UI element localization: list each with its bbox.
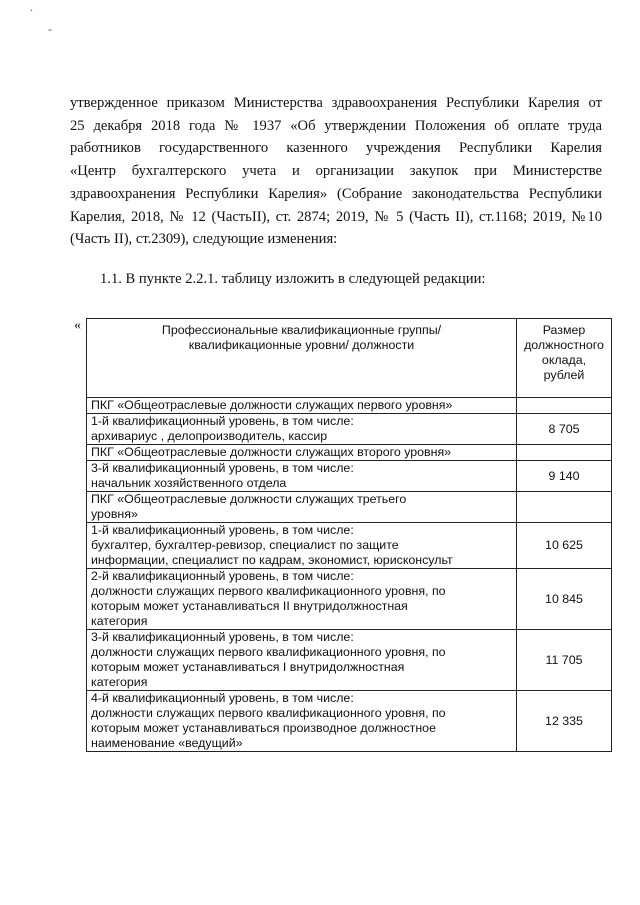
header-salary <box>517 319 612 398</box>
header-groups <box>87 319 517 398</box>
row-line: 4-й квалификационный уровень, в том числе: <box>91 691 354 705</box>
row-line: 2-й квалификационный уровень, в том числе: <box>91 569 354 583</box>
row-line: информации, специалист по кадрам, экономист, юрисконсульт <box>91 553 453 567</box>
row-amount <box>517 445 612 461</box>
row-description <box>87 445 517 461</box>
row-line: которым может устанавливаться II внутридолжностная <box>91 599 408 613</box>
table-header-row <box>87 319 612 398</box>
header-salary-line: должностного <box>524 338 604 352</box>
row-description <box>87 398 517 414</box>
row-description <box>87 492 517 523</box>
row-amount <box>517 492 612 523</box>
opening-quote-mark: « <box>74 318 81 333</box>
row-description <box>87 569 517 630</box>
row-line: начальник хозяйственного отдела <box>91 476 287 490</box>
row-line: ПКГ «Общеотраслевые должности служащих второго уровня» <box>91 445 452 459</box>
row-line: 1-й квалификационный уровень, в том числе: <box>91 414 354 428</box>
row-line: которым может устанавливаться производное должностное <box>91 721 436 735</box>
intro-line: утвержденное приказом Министерства здравоохранения Республики Карелия от <box>70 95 602 111</box>
row-description <box>87 630 517 691</box>
intro-paragraph <box>70 92 602 251</box>
intro-line: (Часть II), ст.2309), следующие изменения: <box>70 231 338 248</box>
row-line: уровня» <box>91 507 138 521</box>
table-row <box>87 523 612 569</box>
row-line: категория <box>91 675 148 689</box>
header-salary-line: Размер <box>542 323 586 337</box>
table-row <box>87 398 612 414</box>
header-salary-line: рублей <box>543 368 585 382</box>
row-line: должности служащих первого квалификационного уровня, по <box>91 645 446 659</box>
table-row <box>87 569 612 630</box>
table-row <box>87 445 612 461</box>
row-description <box>87 461 517 492</box>
row-amount: 10 845 <box>517 569 612 630</box>
salary-table <box>86 318 612 752</box>
table-row <box>87 691 612 752</box>
table-row <box>87 492 612 523</box>
row-line: должности служащих первого квалификационного уровня, по <box>91 706 446 720</box>
row-amount: 10 625 <box>517 523 612 569</box>
intro-line: «Центр бухгалтерского учета и организации закупок при Министерстве <box>70 163 602 180</box>
scan-speck: . <box>30 0 33 14</box>
row-amount: 8 705 <box>517 414 612 445</box>
intro-line: Карелия, 2018, № 12 (ЧастьII), ст. 2874; 2019, № 5 (Часть II), ст.1168; 2019, №10 <box>70 208 602 225</box>
table-row <box>87 414 612 445</box>
header-salary-line: оклада, <box>541 353 587 367</box>
header-groups-line: квалификационные уровни/ должности <box>188 338 415 352</box>
row-amount: 11 705 <box>517 630 612 691</box>
intro-line: работников государственного казенного учреждения Республики Карелия <box>70 140 602 157</box>
row-line: 3-й квалификационный уровень, в том числе: <box>91 461 354 475</box>
row-line: категория <box>91 614 148 628</box>
row-line: 1-й квалификационный уровень, в том числе: <box>91 523 354 537</box>
row-line: бухгалтер, бухгалтер-ревизор, специалист по защите <box>91 538 399 552</box>
row-line: должности служащих первого квалификационного уровня, по <box>91 584 446 598</box>
row-description <box>87 523 517 569</box>
table-row <box>87 461 612 492</box>
subpoint-heading: 1.1. В пункте 2.2.1. таблицу изложить в следующей редакции: <box>100 271 486 287</box>
row-line: 3-й квалификационный уровень, в том числе: <box>91 630 354 644</box>
header-groups-line: Профессиональные квалификационные группы/ <box>161 323 442 337</box>
row-amount <box>517 398 612 414</box>
intro-line: здравоохранения Республики Карелия» (Собрание законодательства Республики <box>70 185 602 202</box>
row-description <box>87 691 517 752</box>
row-line: ПКГ «Общеотраслевые должности служащих первого уровня» <box>91 398 453 412</box>
row-line: которым может устанавливаться I внутридолжностная <box>91 660 405 674</box>
row-amount: 12 335 <box>517 691 612 752</box>
table-row <box>87 630 612 691</box>
row-line: наименование «ведущий» <box>91 736 243 750</box>
row-description <box>87 414 517 445</box>
intro-line: 25 декабря 2018 года № 1937 «Об утверждении Положения об оплате труда <box>70 117 602 134</box>
row-line: архивариус , делопроизводитель, кассир <box>91 429 328 443</box>
scan-speck: - <box>48 22 52 36</box>
row-line: ПКГ «Общеотраслевые должности служащих третьего <box>91 492 407 506</box>
row-amount: 9 140 <box>517 461 612 492</box>
